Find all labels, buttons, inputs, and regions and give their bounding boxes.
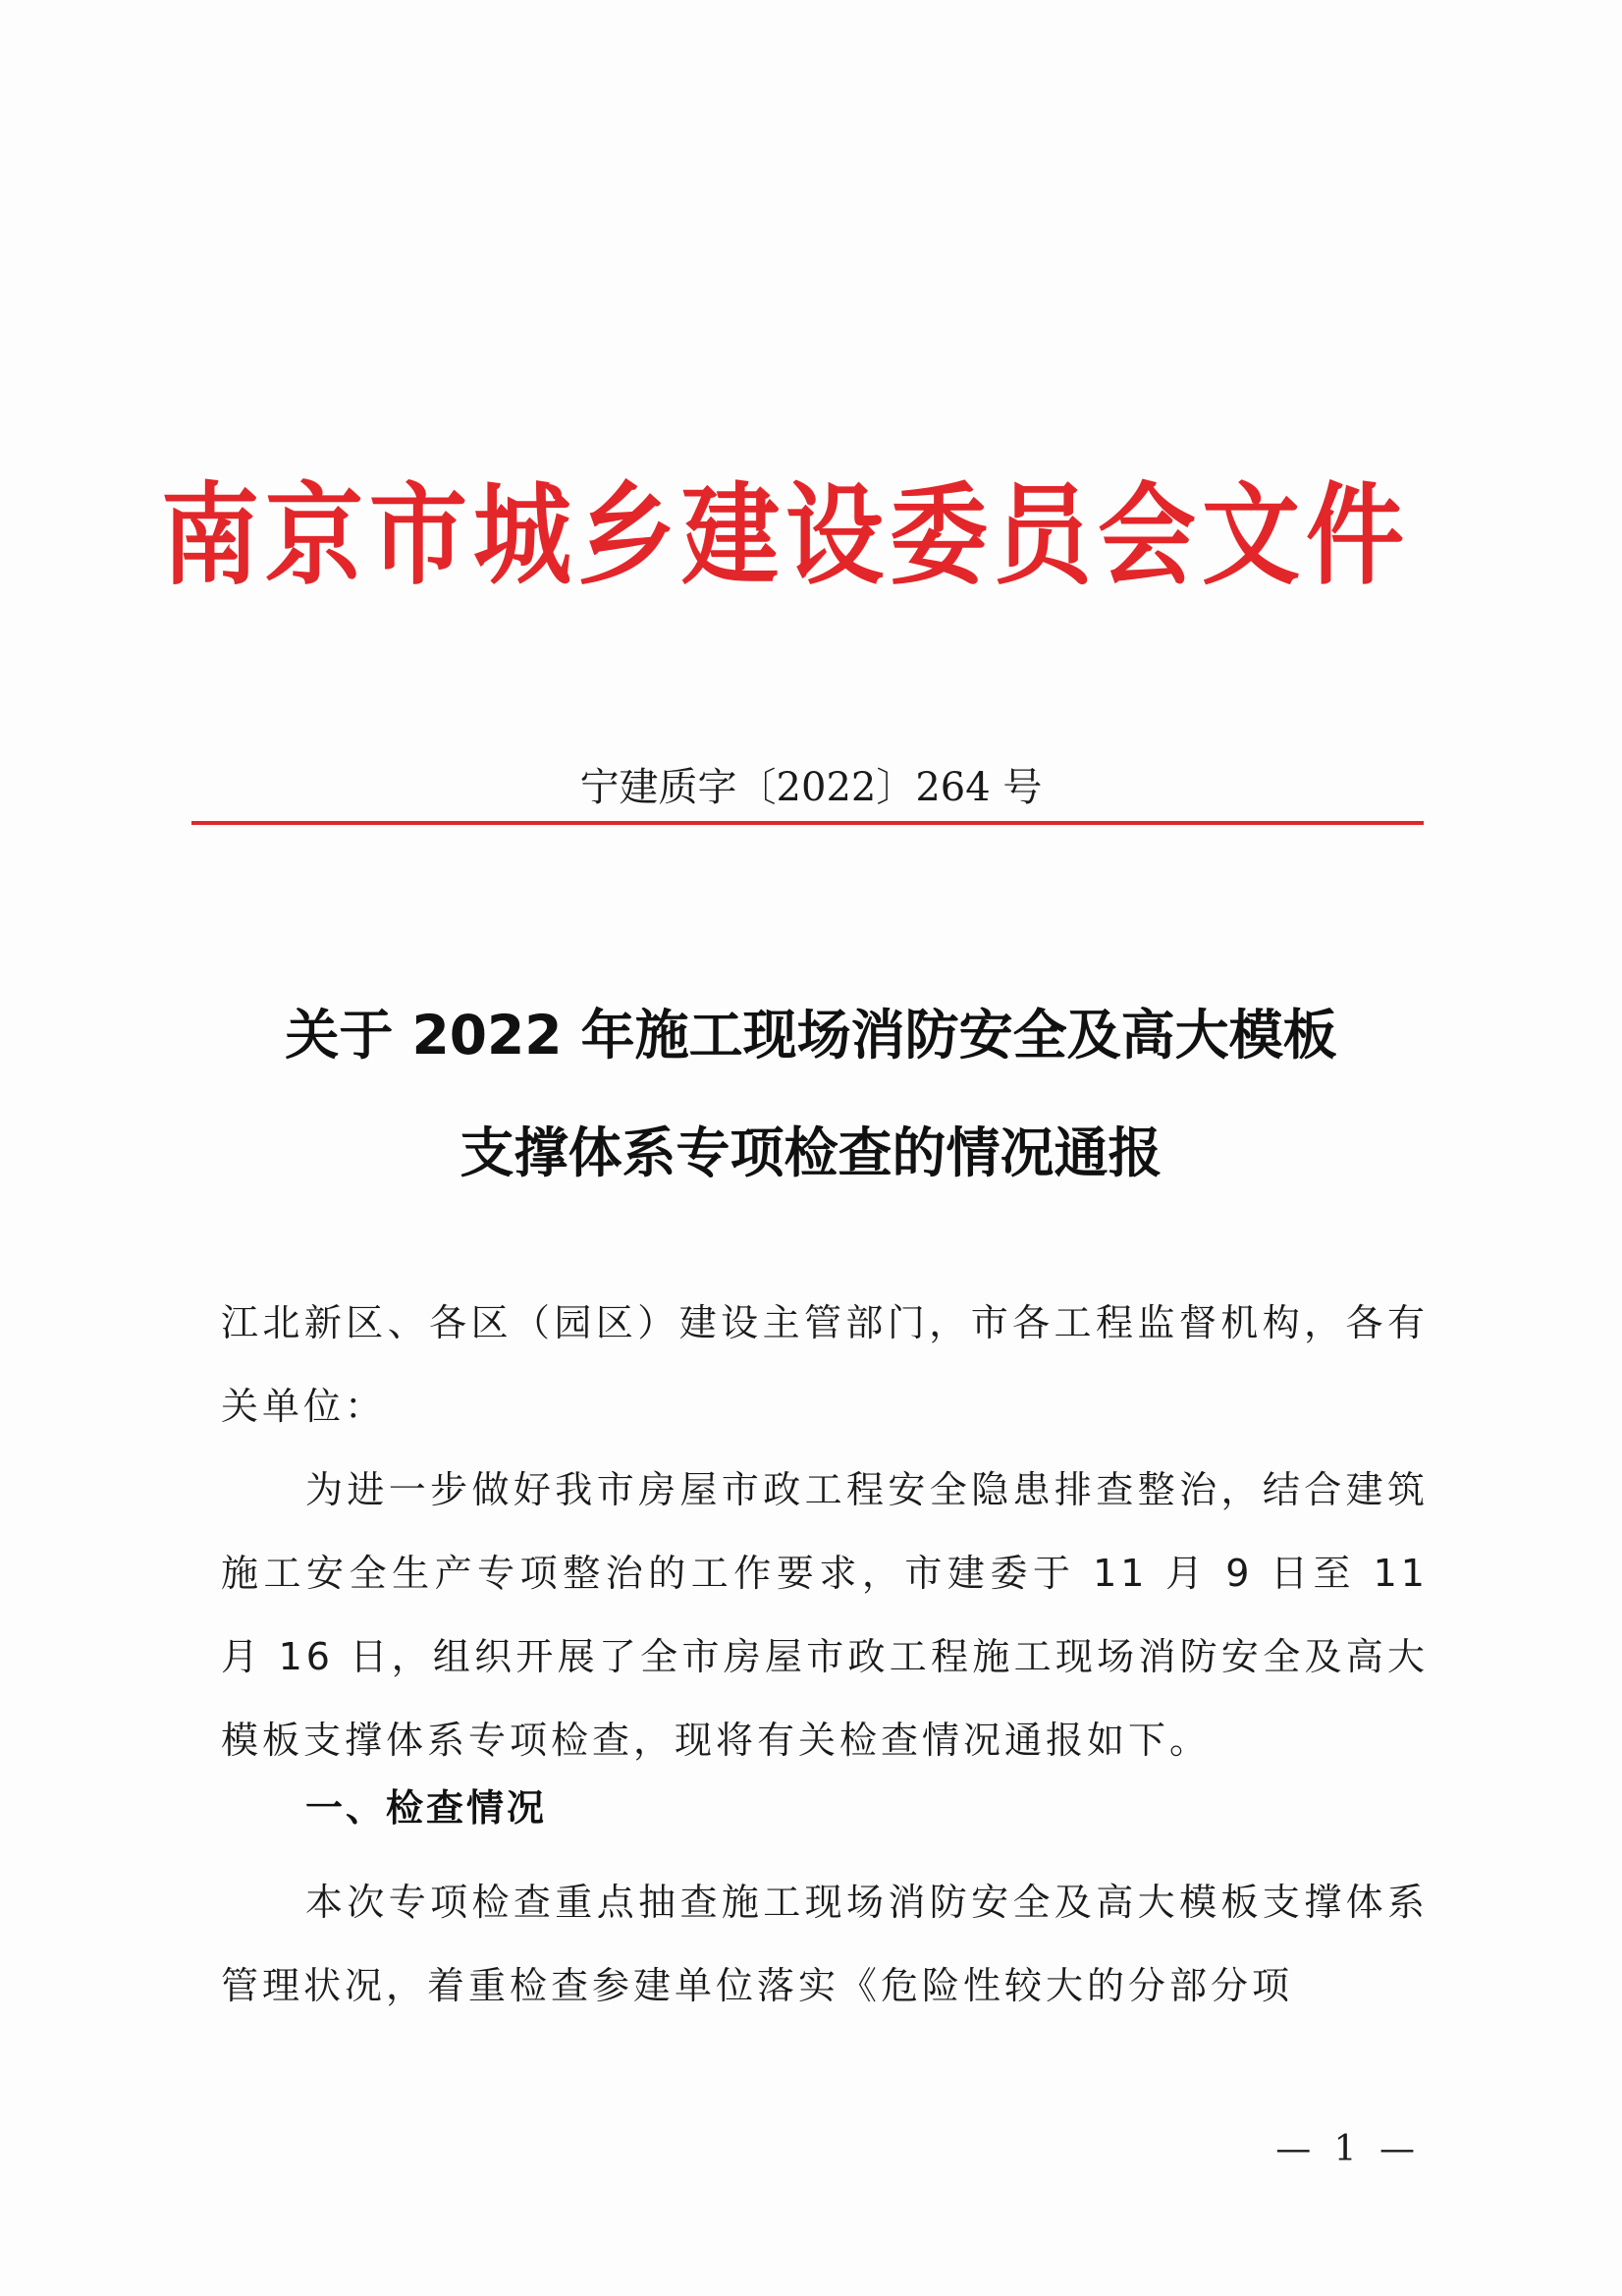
document-title-line-1: 关于 2022 年施工现场消防安全及高大模板 xyxy=(285,1004,1337,1066)
document-number: 宁建质字〔2022〕264 号 xyxy=(579,765,1043,810)
section-heading-1: 一、检查情况 xyxy=(305,1786,548,1830)
document-title-line-2: 支撑体系专项检查的情况通报 xyxy=(460,1121,1162,1184)
paragraph-section-1: 本次专项检查重点抽查施工现场消防安全及高大模板支撑体系管理状况，着重检查参建单位落实《危险性较大的分部分项 xyxy=(221,1881,1429,2007)
red-divider-line xyxy=(191,821,1424,825)
paragraph-intro: 为进一步做好我市房屋市政工程安全隐患排查整治，结合建筑施工安全生产专项整治的工作要求，市建委于 11 月 9 日至 11 月 16 日，组织开展了全市房屋市政工程施工现场消防安全及高大模板支撑体系专项检查，现将有关检查情况通报如下。 xyxy=(221,1468,1429,1762)
page-number: — 1 — xyxy=(1275,2129,1421,2169)
salutation: 江北新区、各区（园区）建设主管部门，市各工程监督机构，各有关单位： xyxy=(221,1301,1429,1428)
masthead-title: 南京市城乡建设委员会文件 xyxy=(161,470,1410,600)
